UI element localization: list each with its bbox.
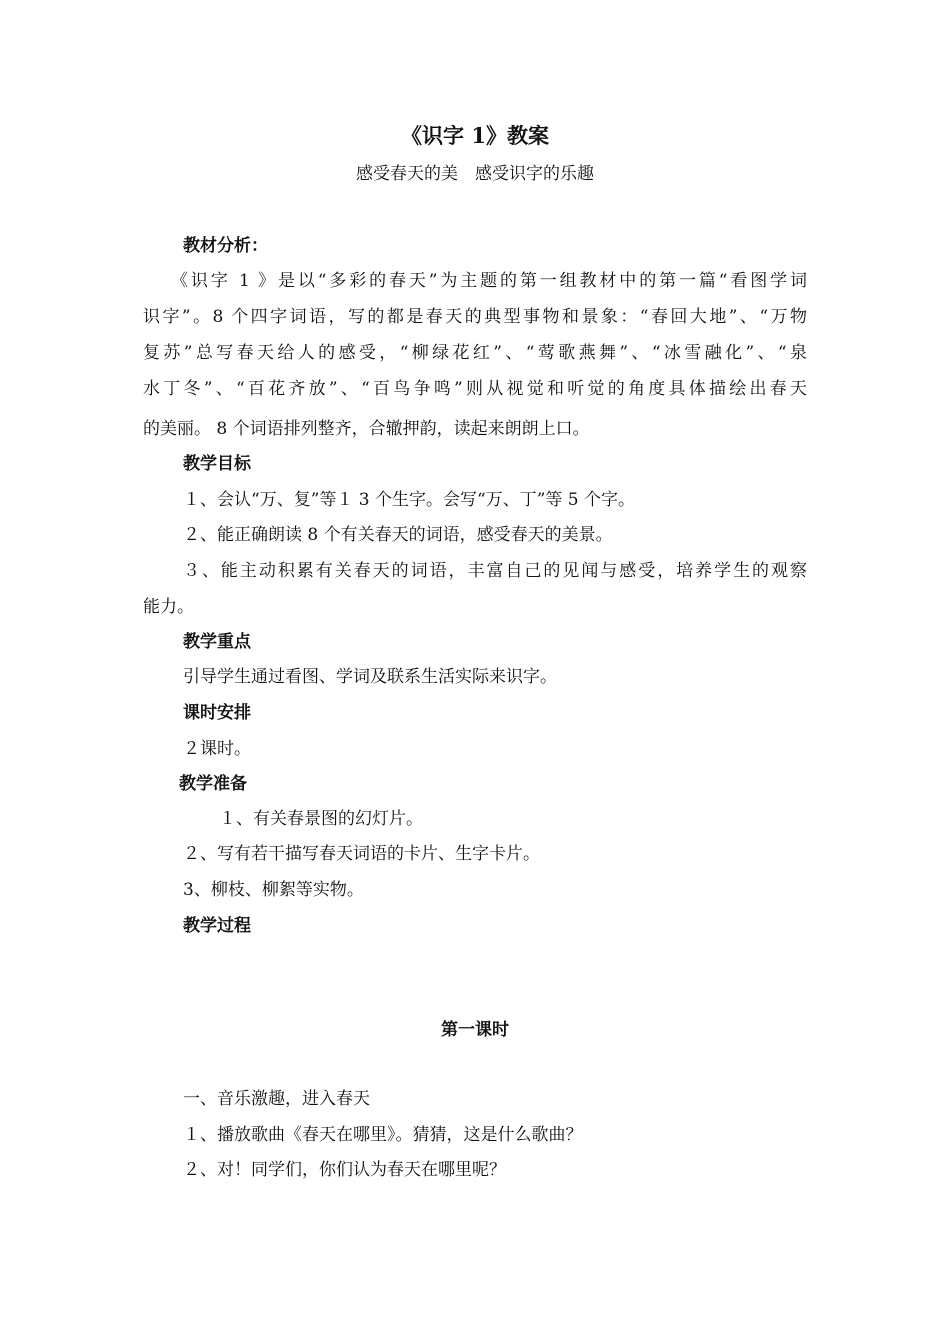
analysis-line-3: 复苏”总写春天给人的感受，“柳绿花红”、“莺歌燕舞”、“冰雪融化”、“泉 (143, 343, 807, 363)
document-title: 《识字 1》教案 (401, 123, 549, 148)
preparation-heading: 教学准备 (179, 774, 247, 794)
lesson-1-section: 一、音乐激趣，进入春天 (183, 1089, 370, 1109)
analysis-line-5: 的美丽。 8 个词语排列整齐，合辙押韵，读起来朗朗上口。 (143, 419, 590, 439)
schedule-heading: 课时安排 (183, 703, 251, 723)
key-points-heading: 教学重点 (183, 632, 251, 652)
analysis-line-1: 《识字 1 》是以“多彩的春天”为主题的第一组教材中的第一篇“看图学词 (171, 271, 807, 291)
key-points-text: 引导学生通过看图、学词及联系生活实际来识字。 (183, 667, 557, 687)
analysis-line-2: 识字”。8 个四字词语，写的都是春天的典型事物和景象：“春回大地”、“万物 (143, 307, 807, 327)
lesson-1-item-2: ２、对！同学们，你们认为春天在哪里呢？ (183, 1160, 506, 1180)
goal-item-3: ３、能主动积累有关春天的词语，丰富自己的见闻与感受，培养学生的观察 (183, 561, 807, 581)
goal-item-3-cont: 能力。 (143, 597, 194, 617)
goals-heading: 教学目标 (183, 454, 251, 474)
preparation-item-3: 3、柳枝、柳絮等实物。 (183, 880, 364, 900)
schedule-text: ２课时。 (183, 739, 251, 759)
preparation-item-2: ２、写有若干描写春天词语的卡片、生字卡片。 (183, 844, 540, 864)
goal-item-1: １、会认“万、复”等１ 3 个生字。会写“万、丁”等 5 个字。 (183, 490, 636, 510)
document-subtitle: 感受春天的美 感受识字的乐趣 (356, 164, 594, 184)
goal-item-2: ２、能正确朗读 8 个有关春天的词语，感受春天的美景。 (183, 525, 613, 545)
preparation-item-1: １、有关春景图的幻灯片。 (219, 809, 423, 829)
lesson-1-heading: 第一课时 (441, 1020, 509, 1040)
analysis-heading: 教材分析： (183, 236, 268, 256)
lesson-1-item-1: １、播放歌曲《春天在哪里》。猜猜，这是什么歌曲？ (183, 1125, 583, 1145)
analysis-line-4: 水丁冬”、“百花齐放”、“百鸟争鸣”则从视觉和听觉的角度具体描绘出春天 (143, 379, 807, 399)
process-heading: 教学过程 (183, 916, 251, 936)
